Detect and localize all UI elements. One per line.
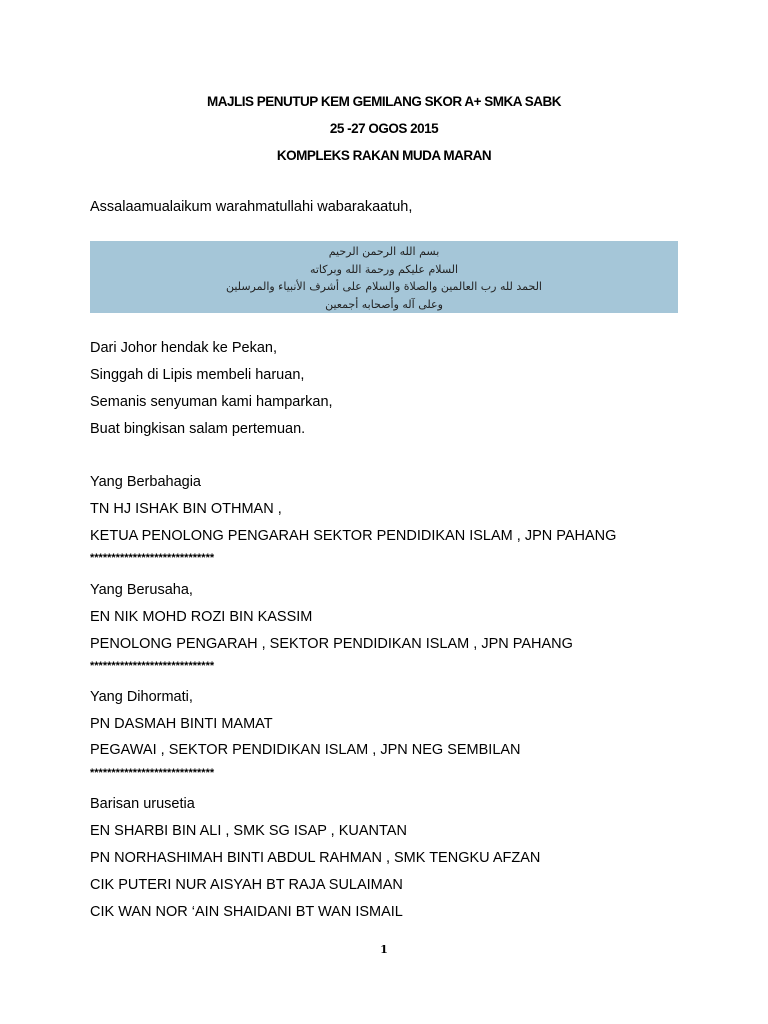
- document-title: [0, 92, 768, 173]
- dignitary-position-3: PEGAWAI , SEKTOR PENDIDIKAN ISLAM , JPN NEG SEMBILAN: [90, 742, 521, 758]
- salutation-berusaha: Yang Berusaha,: [90, 582, 193, 598]
- greeting: Assalaamualaikum warahmatullahi wabarakaatuh,: [90, 199, 413, 215]
- arabic-line-ala-alihi: وعلى آله وأصحابه أجمعين: [325, 297, 443, 311]
- separator-1: *****************************: [90, 552, 215, 564]
- page-number: 1: [380, 943, 388, 956]
- arabic-line-basmalah: بسم الله الرحمن الرحيم: [328, 245, 440, 258]
- arabic-opening-box: [90, 241, 678, 313]
- pantun-line-1: Dari Johor hendak ke Pekan,: [90, 340, 277, 356]
- arabic-line-hamdalah: الحمد لله رب العالمين والصلاة والسلام على أشرف الأنبياء والمرسلين: [225, 280, 542, 293]
- secretariat-heading: Barisan urusetia: [90, 796, 195, 812]
- title-date: 25 -27 OGOS 2015: [329, 121, 439, 136]
- title-venue: KOMPLEKS RAKAN MUDA MARAN: [276, 148, 492, 163]
- pantun-line-3: Semanis senyuman kami hamparkan,: [90, 394, 333, 410]
- salutation-berbahagia: Yang Berbahagia: [90, 474, 201, 490]
- dignitary-position-1: KETUA PENOLONG PENGARAH SEKTOR PENDIDIKAN ISLAM , JPN PAHANG: [90, 528, 617, 544]
- secretariat-member-4: CIK WAN NOR ‘AIN SHAIDANI BT WAN ISMAIL: [90, 904, 403, 920]
- secretariat-member-3: CIK PUTERI NUR AISYAH BT RAJA SULAIMAN: [90, 877, 403, 893]
- salutation-dihormati: Yang Dihormati,: [90, 689, 193, 705]
- dignitary-name-2: EN NIK MOHD ROZI BIN KASSIM: [90, 609, 313, 625]
- separator-2: *****************************: [90, 660, 215, 672]
- pantun-line-4: Buat bingkisan salam pertemuan.: [90, 421, 306, 437]
- arabic-line-salam: السلام عليكم ورحمة الله وبركاته: [309, 262, 459, 276]
- dignitary-name-1: TN HJ ISHAK BIN OTHMAN ,: [90, 501, 282, 517]
- dignitary-position-2: PENOLONG PENGARAH , SEKTOR PENDIDIKAN ISLAM , JPN PAHANG: [90, 636, 573, 652]
- secretariat-member-2: PN NORHASHIMAH BINTI ABDUL RAHMAN , SMK TENGKU AFZAN: [90, 850, 541, 866]
- title-event: MAJLIS PENUTUP KEM GEMILANG SKOR A+ SMKA SABK: [207, 94, 561, 109]
- separator-3: *****************************: [90, 767, 215, 779]
- pantun-line-2: Singgah di Lipis membeli haruan,: [90, 367, 305, 383]
- secretariat-member-1: EN SHARBI BIN ALI , SMK SG ISAP , KUANTAN: [90, 823, 407, 839]
- dignitary-name-3: PN DASMAH BINTI MAMAT: [90, 716, 273, 732]
